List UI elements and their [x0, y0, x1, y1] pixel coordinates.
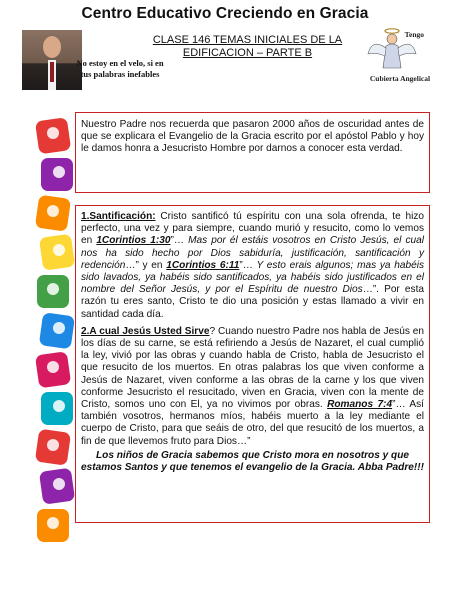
section2-text-a: ? Cuando nuestro Padre nos habla de Jesús en los días de su carne, se está refiriendo a Jesús de Nazaret, el cual cumplió la ley, vivió por las obras y cuando habla de Cristo, habla de Jesucristo el que resucito de los muertos. En otras palabras los que viven conforme a Jesús de Nazaret, viven conforme a las obras de la carne y los que viven conforme Jesucristo el resucitado, viven en Gracia, viven con la mente de Cristo, somos uno con El, ya no vivimos por obras. — [81, 325, 424, 411]
photo-caption: No estoy en el velo, si en tus palabras inefables — [76, 58, 164, 79]
closing-statement: Los niños de Gracia sabemos que Cristo mora en nosotros y que estamos Santos y que tenemos el evangelio de la Gracia. Abba Padre!!! — [81, 449, 424, 474]
angel-logo — [358, 24, 442, 86]
decorative-letter-block — [41, 392, 73, 425]
photo-face — [43, 36, 61, 58]
section2-heading: 2.A cual Jesús Usted Sirve — [81, 325, 210, 337]
section1-text-c: …” y en — [125, 259, 167, 271]
section1-heading: 1.Santificación: — [81, 211, 156, 222]
decorative-letter-block — [41, 158, 73, 191]
decorative-letter-block — [37, 509, 69, 542]
decorative-letter-block — [35, 429, 71, 466]
pastor-photo — [22, 30, 82, 90]
section-santificacion — [81, 211, 424, 321]
decorative-letter-block — [35, 351, 71, 388]
decorative-letter-block — [39, 312, 75, 349]
section1-quote-a: Mas por él estáis vosotros en Cristo Jesús, el cual nos ha sido hecho por Dios sabiduría, justificación, santificación y redención — [81, 235, 424, 271]
decorative-letter-block — [39, 468, 75, 505]
class-subtitle: CLASE 146 TEMAS INICIALES DE LA EDIFICACION – PARTE B — [152, 34, 343, 59]
logo-bottom-text: Cubierta Angelical — [369, 74, 431, 83]
decorative-letter-block — [35, 117, 71, 154]
section2-text-b: ”… Así también vosotros, hermanos míos, habéis muerto a la ley mediante el cuerpo de Cristo, para que seáis de otro, del que resucitó de los muertos, a fin de que llevemos fruto para Dios…” — [81, 399, 424, 447]
alphabet-decoration — [35, 115, 77, 555]
section1-text-d: ”… — [239, 259, 257, 271]
section1-ref-1cor-6-11: 1Corintios 6:11 — [166, 259, 240, 271]
content-box — [75, 205, 430, 523]
decorative-letter-block — [37, 275, 69, 308]
page-title: Centro Educativo Creciendo en Gracia — [81, 5, 369, 22]
section-cual-jesus — [81, 326, 424, 448]
section1-quote-b: Y esto erais algunos; mas ya habéis sido lavados, ya habéis sido santificados, ya habéis sido justificados en el nombre del Señor Jesús, y por el Espíritu de nuestro Dios — [81, 259, 425, 296]
photo-tie — [50, 62, 54, 82]
decorative-letter-block — [39, 234, 75, 271]
section1-text-b: ”… — [170, 235, 189, 247]
logo-top-text: Tengo — [404, 30, 424, 39]
intro-text: Nuestro Padre nos recuerda que pasaron 2000 años de oscuridad antes de que se explicara el Evangelio de la Gracia escrito por el apóstol Pablo y hoy le damos honra a Jesucristo Hombre por darnos a conocer esta verdad. — [81, 119, 424, 155]
section1-ref-1cor-1-30: 1Corintios 1:30 — [96, 235, 171, 247]
decorative-letter-block — [35, 195, 71, 232]
intro-box — [75, 112, 430, 193]
section1-text-e: …”. Por esta razón tu eres santo, Cristo te dio una posición y estas llamado a vivir en santidad cada día. — [81, 284, 424, 320]
angel-icon — [358, 24, 442, 74]
section1-text-a: Cristo santificó tú espíritu con una sola ofrenda, te hizo perfecto, una vez y para siempre, cuando murió y resucito, como lo vemos en — [81, 211, 424, 247]
section2-ref-romanos-7-4: Romanos 7:4 — [327, 399, 393, 411]
